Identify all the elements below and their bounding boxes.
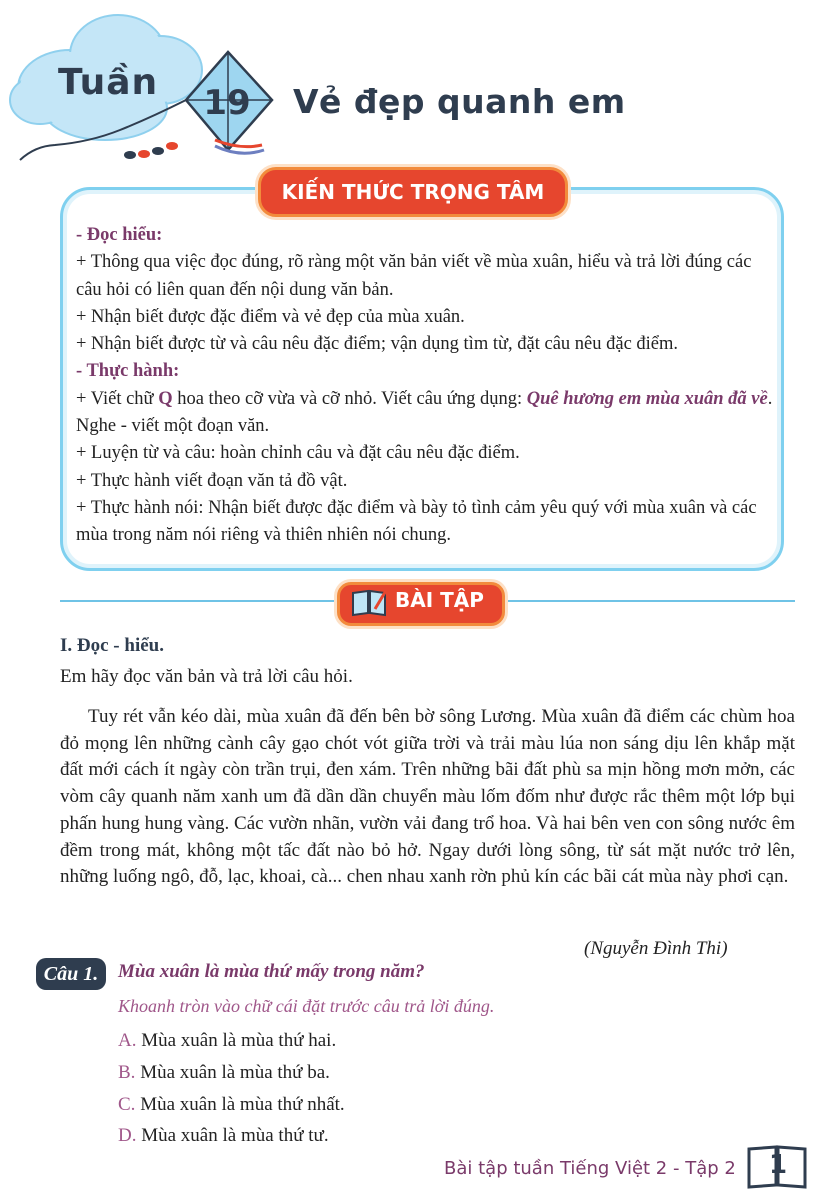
- answer-option-a[interactable]: [118, 1030, 336, 1052]
- letter-highlight: Q: [158, 388, 173, 409]
- kite-ribbon: [215, 140, 262, 147]
- footer-book-title: Bài tập tuần Tiếng Việt 2 - Tập 2: [444, 1158, 736, 1179]
- week-label: Tuần: [58, 62, 159, 103]
- text-span: hoa theo cỡ vừa và cỡ nhỏ. Viết câu ứng dụng:: [172, 388, 527, 409]
- list-item: + Nhận biết được từ và câu nêu đặc điểm; vận dụng tìm từ, đặt câu nêu đặc điểm.: [76, 334, 679, 355]
- kite-tail-bows: [124, 142, 178, 159]
- text-span: + Viết chữ: [76, 388, 159, 409]
- example-sentence: Quê hương em mùa xuân đã về: [526, 388, 768, 409]
- passage-author: (Nguyễn Đình Thi): [584, 938, 728, 959]
- option-letter: C.: [118, 1094, 136, 1115]
- book-icon: [351, 587, 389, 617]
- section-label: - Thực hành:: [76, 361, 180, 382]
- option-text: Mùa xuân là mùa thứ nhất.: [140, 1094, 345, 1115]
- list-item: + Thực hành nói: Nhận biết được đặc điểm và bày tỏ tình cảm yêu quý với mùa xuân và các mùa trong năm nói riêng và thiên nhiên nói chung.: [76, 497, 757, 546]
- reading-passage: Tuy rét vẫn kéo dài, mùa xuân đã đến bên bờ sông Lương. Mùa xuân đã điểm các chùm hoa đỏ mọng lên những cành cây gạo chót vót giữa trời và trải màu lúa non sáng dịu lên khắp mặt đất mới cách ít ngày còn trần trụi, đen xám. Trên những bãi đất phù sa mịn hồng mơn mởn, các vòm cây quanh năm xanh um đã dần dần chuyển màu lốm đốm như được rắc thêm một lớp bụi phấn hung hung vàng. Các vườn nhãn, vườn vải đang trổ hoa. Và hai bên ven con sông nước êm đềm trong mát, không một tấc đất nào bỏ hở. Ngay dưới lòng sông, từ sát mặt nước trở lên, những luống ngô, đỗ, lạc, khoai, cà... chen nhau xanh rờn phủ kín các bãi cát mùa này phơi cạn.: [60, 706, 795, 888]
- question-number-badge: Câu 1.: [36, 958, 106, 990]
- divider-left: [60, 600, 337, 602]
- question-instruction: Khoanh tròn vào chữ cái đặt trước câu trả lời đúng.: [118, 996, 495, 1016]
- page-number: 1: [768, 1150, 788, 1180]
- list-item: [76, 386, 776, 441]
- option-letter: B.: [118, 1062, 136, 1083]
- text-span: . Nghe - viết một đoạn văn.: [76, 388, 773, 437]
- option-text: Mùa xuân là mùa thứ hai.: [141, 1030, 337, 1051]
- list-item: + Thực hành viết đoạn văn tả đồ vật.: [76, 470, 348, 491]
- option-letter: A.: [118, 1030, 137, 1051]
- knowledge-title-badge: KIẾN THỨC TRỌNG TÂM: [258, 167, 568, 217]
- option-letter: D.: [118, 1125, 137, 1146]
- section-label: - Đọc hiểu:: [76, 225, 163, 245]
- list-item: + Nhận biết được đặc điểm và vẻ đẹp của mùa xuân.: [76, 306, 465, 327]
- list-item: + Thông qua việc đọc đúng, rõ ràng một văn bản viết về mùa xuân, hiểu và trả lời đúng các câu hỏi có liên quan đến nội dung văn bản.: [76, 252, 752, 300]
- instruction-text: Em hãy đọc văn bản và trả lời câu hỏi.: [60, 666, 353, 687]
- page-title: Vẻ đẹp quanh em: [293, 82, 626, 121]
- week-number: 19: [203, 83, 251, 123]
- answer-option-b[interactable]: [118, 1062, 330, 1084]
- divider-right: [503, 600, 795, 602]
- option-text: Mùa xuân là mùa thứ tư.: [141, 1125, 329, 1146]
- exercises-title: BÀI TẬP: [395, 588, 484, 612]
- option-text: Mùa xuân là mùa thứ ba.: [140, 1062, 330, 1083]
- knowledge-content: [76, 222, 776, 550]
- list-item: + Luyện từ và câu: hoàn chỉnh câu và đặt câu nêu đặc điểm.: [76, 443, 520, 464]
- answer-option-d[interactable]: [118, 1125, 329, 1147]
- section-title: I. Đọc - hiểu.: [60, 635, 164, 656]
- answer-option-c[interactable]: [118, 1094, 345, 1116]
- question-text: Mùa xuân là mùa thứ mấy trong năm?: [118, 961, 425, 982]
